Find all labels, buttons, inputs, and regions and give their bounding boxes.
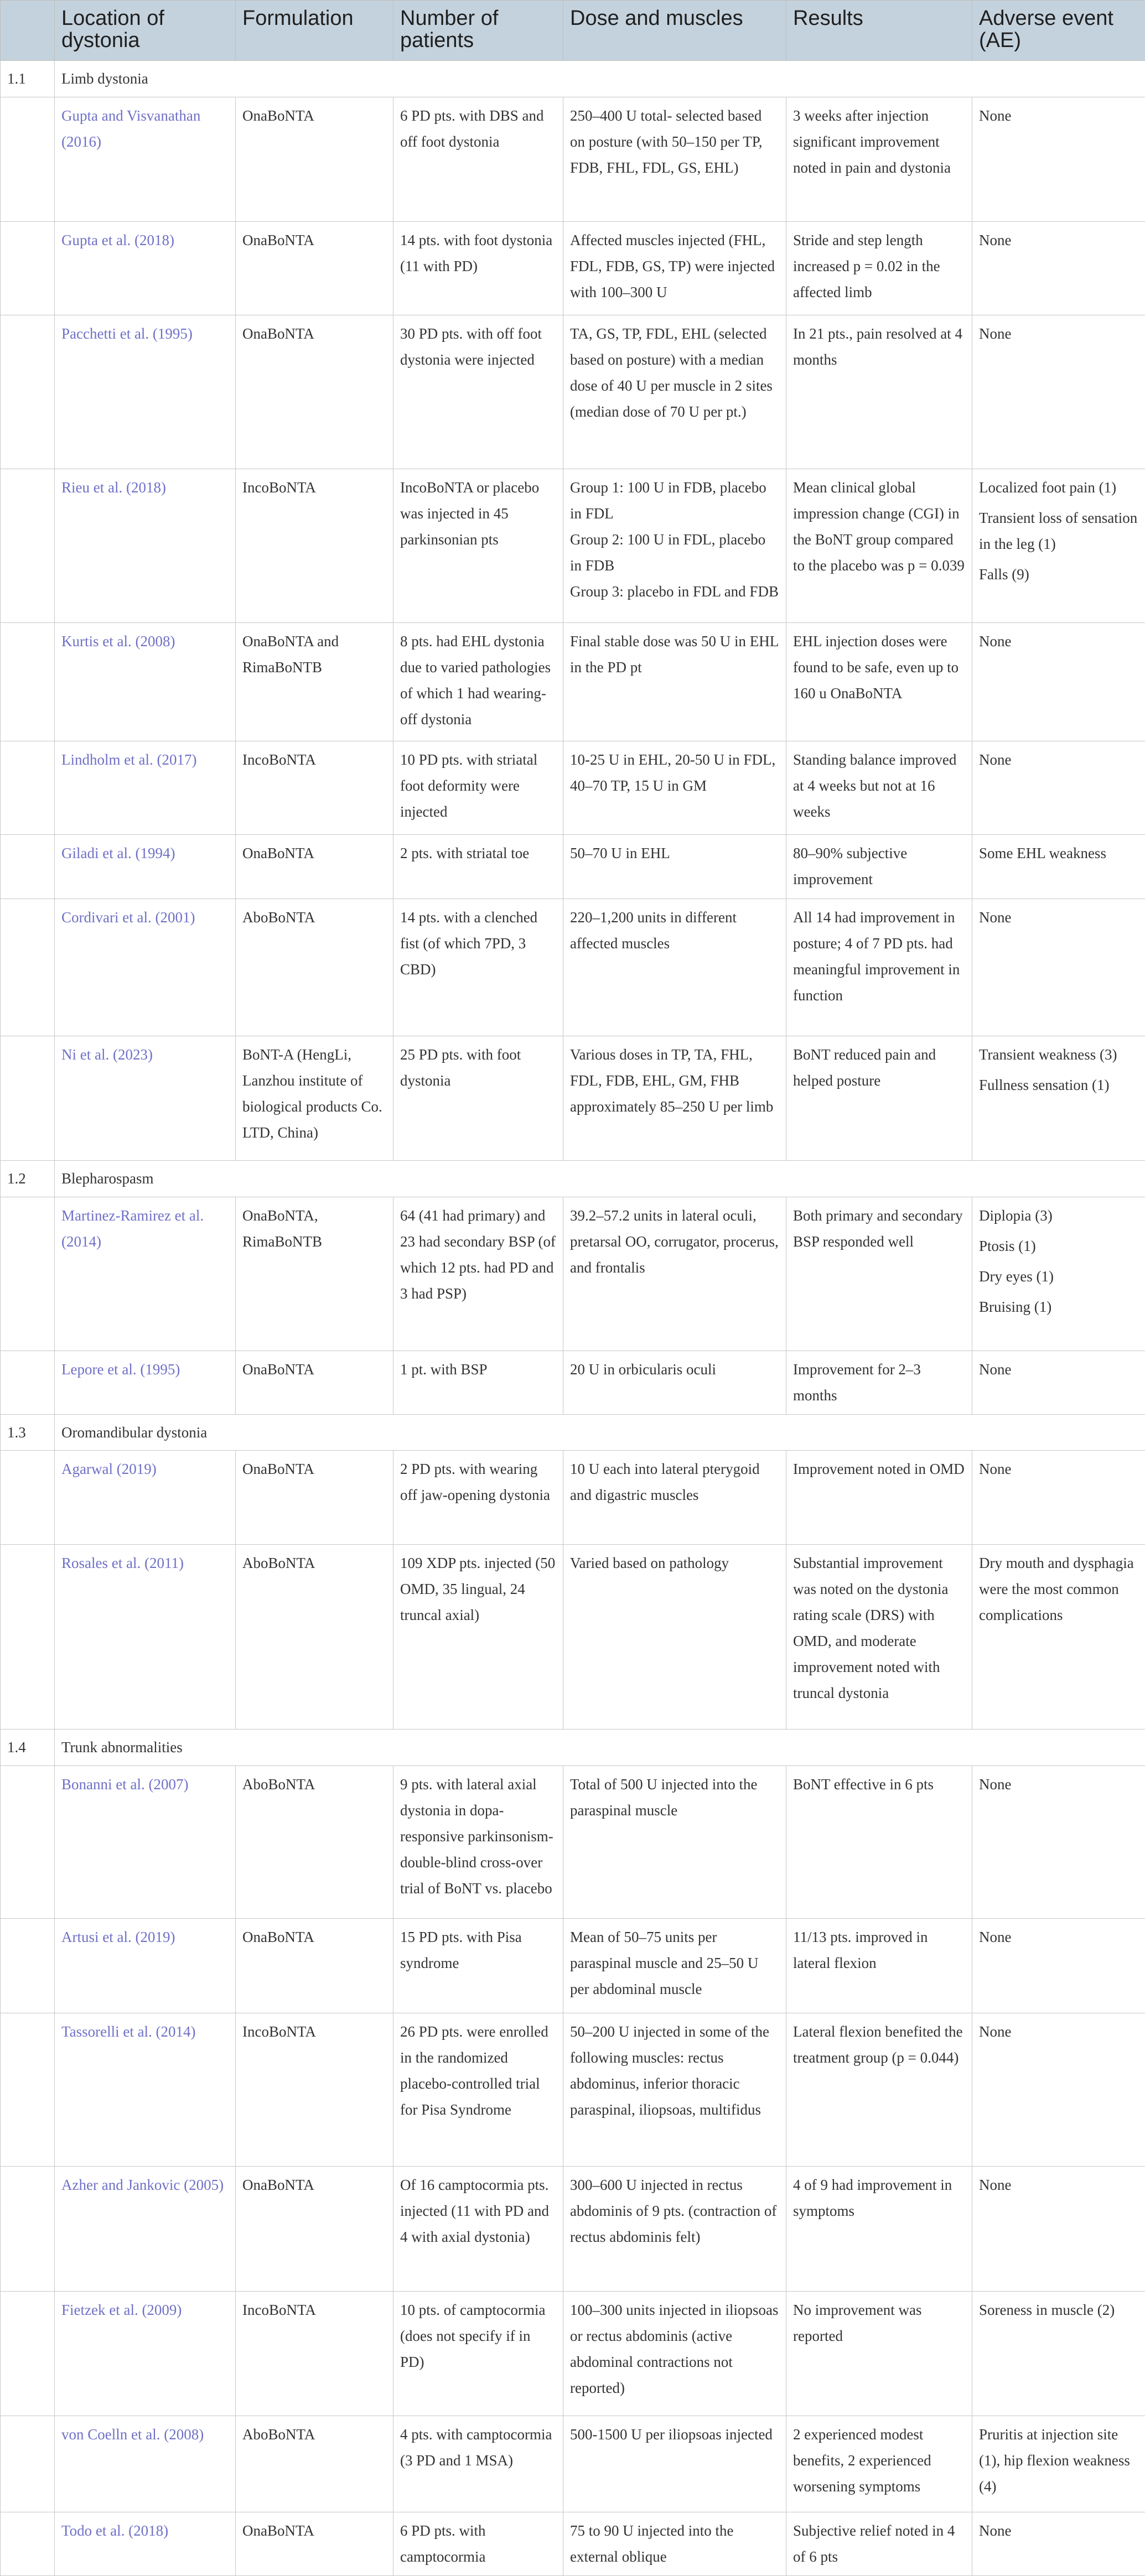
patients-cell: 26 PD pts. were enrolled in the randomized placebo-controlled trial for Pisa Syndrome [393, 2013, 563, 2167]
table-row [1, 2167, 1145, 2292]
patients-cell: 109 XDP pts. injected (50 OMD, 35 lingual, 24 truncal axial) [393, 1545, 563, 1730]
table-row [1, 221, 1145, 315]
formulation-cell: OnaBoNTA [236, 97, 393, 221]
formulation-cell: OnaBoNTA and RimaBoNTB [236, 622, 393, 741]
section-number: 1.2 [1, 1161, 55, 1197]
results-cell: Both primary and secondary BSP responded well [786, 1197, 972, 1351]
adverse-event-cell [972, 97, 1145, 221]
dose-cell: 500-1500 U per iliopsoas injected [563, 2416, 786, 2512]
study-link[interactable]: Kurtis et al. (2008) [55, 622, 236, 741]
empty-cell [1, 315, 55, 469]
patients-cell: 6 PD pts. with camptocormia [393, 2512, 563, 2575]
patients-cell: 10 PD pts. with striatal foot deformity were injected [393, 741, 563, 835]
table-row [1, 1351, 1145, 1414]
header-number [1, 1, 55, 61]
dose-line: Group 3: placebo in FDL and FDB [570, 583, 779, 600]
dose-cell: 220–1,200 units in different affected muscles [563, 899, 786, 1036]
study-link[interactable]: Rieu et al. (2018) [55, 469, 236, 622]
dose-cell: 20 U in orbicularis oculi [563, 1351, 786, 1414]
table-row [1, 1451, 1145, 1545]
formulation-cell: OnaBoNTA [236, 1918, 393, 2013]
adverse-event-cell [972, 1036, 1145, 1160]
empty-cell [1, 1197, 55, 1351]
header-formulation: Formulation [236, 1, 393, 61]
patients-cell: 8 pts. had EHL dystonia due to varied pathologies of which 1 had wearing-off dystonia [393, 622, 563, 741]
empty-cell [1, 97, 55, 221]
header-adverse-event: Adverse event (AE) [972, 1, 1145, 61]
dose-cell [563, 469, 786, 622]
adverse-event-cell-line: Some EHL weakness [979, 845, 1106, 862]
results-cell: 11/13 pts. improved in lateral flexion [786, 1918, 972, 2013]
formulation-cell: IncoBoNTA [236, 2013, 393, 2167]
study-link[interactable]: Tassorelli et al. (2014) [55, 2013, 236, 2167]
adverse-event-cell [972, 899, 1145, 1036]
results-cell: 4 of 9 had improvement in symptoms [786, 2167, 972, 2292]
section-title: Trunk abnormalities [55, 1730, 1145, 1766]
empty-cell [1, 622, 55, 741]
adverse-event-cell-line: Fullness sensation (1) [979, 1076, 1110, 1093]
dose-cell: 250–400 U total- selected based on posture (with 50–150 per TP, FDB, FHL, FDL, GS, EHL) [563, 97, 786, 221]
results-cell: All 14 had improvement in posture; 4 of 7 PD pts. had meaningful improvement in function [786, 899, 972, 1036]
adverse-event-cell [972, 2416, 1145, 2512]
results-cell: 2 experienced modest benefits, 2 experienced worsening symptoms [786, 2416, 972, 2512]
adverse-event-cell-line: None [979, 325, 1012, 342]
formulation-cell: BoNT-A (HengLi, Lanzhou institute of biological products Co. LTD, China) [236, 1036, 393, 1160]
patients-cell: 10 pts. of camptocormia (does not specify if in PD) [393, 2292, 563, 2416]
table-row [1, 1545, 1145, 1730]
formulation-cell: AboBoNTA [236, 1545, 393, 1730]
empty-cell [1, 2512, 55, 2575]
adverse-event-cell-line: None [979, 632, 1012, 650]
adverse-event-cell [972, 469, 1145, 622]
adverse-event-cell-line: Soreness in muscle (2) [979, 2302, 1115, 2319]
table-row [1, 2416, 1145, 2512]
adverse-event-cell-line: Transient weakness (3) [979, 1046, 1117, 1063]
patients-cell: 1 pt. with BSP [393, 1351, 563, 1414]
formulation-cell: OnaBoNTA, RimaBoNTB [236, 1197, 393, 1351]
adverse-event-cell [972, 2512, 1145, 2575]
patients-cell: 30 PD pts. with off foot dystonia were injected [393, 315, 563, 469]
adverse-event-cell [972, 1451, 1145, 1545]
results-cell: Improvement for 2–3 months [786, 1351, 972, 1414]
patients-cell: 25 PD pts. with foot dystonia [393, 1036, 563, 1160]
header-row [1, 1, 1145, 61]
dose-cell: 10 U each into lateral pterygoid and digastric muscles [563, 1451, 786, 1545]
study-link[interactable]: Fietzek et al. (2009) [55, 2292, 236, 2416]
adverse-event-cell-line: None [979, 2522, 1012, 2539]
study-link[interactable]: Martinez-Ramirez et al. (2014) [55, 1197, 236, 1351]
header-dose: Dose and muscles [563, 1, 786, 61]
empty-cell [1, 469, 55, 622]
adverse-event-cell-line: Localized foot pain (1) [979, 479, 1117, 496]
results-cell: Standing balance improved at 4 weeks but not at 16 weeks [786, 741, 972, 835]
study-link[interactable]: Cordivari et al. (2001) [55, 899, 236, 1036]
patients-cell: 14 pts. with foot dystonia (11 with PD) [393, 221, 563, 315]
study-link[interactable]: Lepore et al. (1995) [55, 1351, 236, 1414]
empty-cell [1, 1036, 55, 1160]
formulation-cell: IncoBoNTA [236, 741, 393, 835]
adverse-event-cell [972, 1918, 1145, 2013]
results-cell: 3 weeks after injection significant improvement noted in pain and dystonia [786, 97, 972, 221]
table-row [1, 469, 1145, 622]
dose-cell: 10-25 U in EHL, 20-50 U in FDL, 40–70 TP, 15 U in GM [563, 741, 786, 835]
section-title: Blepharospasm [55, 1161, 1145, 1197]
table-row [1, 1918, 1145, 2013]
results-cell: In 21 pts., pain resolved at 4 months [786, 315, 972, 469]
study-link[interactable]: Giladi et al. (1994) [55, 835, 236, 899]
table-row [1, 97, 1145, 221]
patients-cell: 64 (41 had primary) and 23 had secondary BSP (of which 12 pts. had PD and 3 had PSP) [393, 1197, 563, 1351]
empty-cell [1, 2416, 55, 2512]
adverse-event-cell-line: Bruising (1) [979, 1298, 1052, 1315]
results-cell: No improvement was reported [786, 2292, 972, 2416]
section-title: Limb dystonia [55, 61, 1145, 97]
results-cell: Improvement noted in OMD [786, 1451, 972, 1545]
table-row [1, 622, 1145, 741]
results-cell: BoNT reduced pain and helped posture [786, 1036, 972, 1160]
formulation-cell: OnaBoNTA [236, 221, 393, 315]
dose-cell: 75 to 90 U injected into the external oblique [563, 2512, 786, 2575]
adverse-event-cell [972, 741, 1145, 835]
formulation-cell: AboBoNTA [236, 899, 393, 1036]
section-row [1, 61, 1145, 97]
empty-cell [1, 221, 55, 315]
adverse-event-cell [972, 1545, 1145, 1730]
section-number: 1.4 [1, 1730, 55, 1766]
empty-cell [1, 2013, 55, 2167]
study-link[interactable]: Artusi et al. (2019) [55, 1918, 236, 2013]
adverse-event-cell-line: Falls (9) [979, 565, 1029, 583]
empty-cell [1, 1545, 55, 1730]
formulation-cell: OnaBoNTA [236, 2167, 393, 2292]
dose-cell: 39.2–57.2 units in lateral oculi, pretarsal OO, corrugator, procerus, and frontalis [563, 1197, 786, 1351]
section-row [1, 1161, 1145, 1197]
dose-cell: 300–600 U injected in rectus abdominis of 9 pts. (contraction of rectus abdominis felt) [563, 2167, 786, 2292]
adverse-event-cell [972, 1351, 1145, 1414]
results-cell: Stride and step length increased p = 0.02 in the affected limb [786, 221, 972, 315]
adverse-event-cell [972, 2167, 1145, 2292]
table-row [1, 2292, 1145, 2416]
adverse-event-cell-line: None [979, 107, 1012, 124]
empty-cell [1, 2167, 55, 2292]
results-cell: Mean clinical global impression change (CGI) in the BoNT group compared to the placebo was p = 0.039 [786, 469, 972, 622]
section-number: 1.3 [1, 1414, 55, 1451]
empty-cell [1, 1451, 55, 1545]
table-row [1, 1197, 1145, 1351]
patients-cell: 15 PD pts. with Pisa syndrome [393, 1918, 563, 2013]
formulation-cell: OnaBoNTA [236, 2512, 393, 2575]
table-row [1, 835, 1145, 899]
dose-cell: Varied based on pathology [563, 1545, 786, 1730]
adverse-event-cell [972, 622, 1145, 741]
formulation-cell: OnaBoNTA [236, 315, 393, 469]
patients-cell: 4 pts. with camptocormia (3 PD and 1 MSA) [393, 2416, 563, 2512]
adverse-event-cell-line: None [979, 1360, 1012, 1378]
results-cell: 80–90% subjective improvement [786, 835, 972, 899]
dose-line: Group 2: 100 U in FDL, placebo in FDB [570, 531, 766, 574]
empty-cell [1, 899, 55, 1036]
table-row [1, 1766, 1145, 1919]
adverse-event-cell-line: None [979, 2023, 1012, 2040]
adverse-event-cell-line: None [979, 1461, 1012, 1478]
section-row [1, 1414, 1145, 1451]
patients-cell: 14 pts. with a clenched fist (of which 7PD, 3 CBD) [393, 899, 563, 1036]
results-cell: Substantial improvement was noted on the dystonia rating scale (DRS) with OMD, and moderate improvement noted with truncal dystonia [786, 1545, 972, 1730]
empty-cell [1, 741, 55, 835]
patients-cell: 2 PD pts. with wearing off jaw-opening dystonia [393, 1451, 563, 1545]
formulation-cell: OnaBoNTA [236, 835, 393, 899]
table-row [1, 315, 1145, 469]
adverse-event-cell-line: Dry mouth and dysphagia were the most common complications [979, 1555, 1134, 1624]
adverse-event-cell-line: None [979, 2177, 1012, 2193]
study-link[interactable]: Rosales et al. (2011) [55, 1545, 236, 1730]
section-row [1, 1730, 1145, 1766]
dose-cell: 100–300 units injected in iliopsoas or rectus abdominis (active abdominal contractions not reported) [563, 2292, 786, 2416]
results-cell: BoNT effective in 6 pts [786, 1766, 972, 1919]
adverse-event-cell [972, 1766, 1145, 1919]
adverse-event-cell [972, 221, 1145, 315]
results-cell: Lateral flexion benefited the treatment group (p = 0.044) [786, 2013, 972, 2167]
study-link[interactable]: Azher and Jankovic (2005) [55, 2167, 236, 2292]
table-row [1, 741, 1145, 835]
study-link[interactable]: Agarwal (2019) [55, 1451, 236, 1545]
empty-cell [1, 2292, 55, 2416]
formulation-cell: AboBoNTA [236, 2416, 393, 2512]
study-link[interactable]: Gupta and Visvanathan (2016) [55, 97, 236, 221]
patients-cell: 2 pts. with striatal toe [393, 835, 563, 899]
table-row [1, 2013, 1145, 2167]
dose-cell: 50–70 U in EHL [563, 835, 786, 899]
dose-cell: 50–200 U injected in some of the following muscles: rectus abdominus, inferior thoracic paraspinal, iliopsoas, multifidus [563, 2013, 786, 2167]
dose-cell: Total of 500 U injected into the paraspinal muscle [563, 1766, 786, 1919]
empty-cell [1, 1351, 55, 1414]
study-link[interactable]: Todo et al. (2018) [55, 2512, 236, 2575]
header-patients: Number of patients [393, 1, 563, 61]
adverse-event-cell-line: None [979, 1928, 1012, 1945]
patients-cell: 9 pts. with lateral axial dystonia in dopa-responsive parkinsonism- double-blind cross-over trial of BoNT vs. placebo [393, 1766, 563, 1919]
adverse-event-cell-line: Transient loss of sensation in the leg (1) [979, 509, 1138, 552]
adverse-event-cell [972, 835, 1145, 899]
study-link[interactable]: Pacchetti et al. (1995) [55, 315, 236, 469]
table-row [1, 899, 1145, 1036]
patients-cell: 6 PD pts. with DBS and off foot dystonia [393, 97, 563, 221]
formulation-cell: OnaBoNTA [236, 1451, 393, 1545]
adverse-event-cell-line: Dry eyes (1) [979, 1268, 1054, 1285]
results-cell: EHL injection doses were found to be safe, even up to 160 u OnaBoNTA [786, 622, 972, 741]
formulation-cell: AboBoNTA [236, 1766, 393, 1919]
results-cell: Subjective relief noted in 4 of 6 pts [786, 2512, 972, 2575]
patients-cell: IncoBoNTA or placebo was injected in 45 parkinsonian pts [393, 469, 563, 622]
dose-cell: Final stable dose was 50 U in EHL in the PD pt [563, 622, 786, 741]
formulation-cell: IncoBoNTA [236, 469, 393, 622]
adverse-event-cell-line: None [979, 908, 1012, 926]
adverse-event-cell-line: None [979, 1776, 1012, 1793]
study-link[interactable]: Ni et al. (2023) [55, 1036, 236, 1160]
study-link[interactable]: von Coelln et al. (2008) [55, 2416, 236, 2512]
adverse-event-cell [972, 2013, 1145, 2167]
study-link[interactable]: Bonanni et al. (2007) [55, 1766, 236, 1919]
dose-cell: Mean of 50–75 units per paraspinal muscle and 25–50 U per abdominal muscle [563, 1918, 786, 2013]
empty-cell [1, 835, 55, 899]
formulation-cell: IncoBoNTA [236, 2292, 393, 2416]
adverse-event-cell [972, 2292, 1145, 2416]
empty-cell [1, 1918, 55, 2013]
adverse-event-cell-line: Ptosis (1) [979, 1237, 1036, 1254]
dose-cell: TA, GS, TP, FDL, EHL (selected based on posture) with a median dose of 40 U per muscle in 2 sites (median dose of 70 U per pt.) [563, 315, 786, 469]
study-link[interactable]: Lindholm et al. (2017) [55, 741, 236, 835]
header-results: Results [786, 1, 972, 61]
adverse-event-cell-line: Pruritis at injection site (1), hip flexion weakness (4) [979, 2426, 1130, 2495]
adverse-event-cell-line: None [979, 751, 1012, 768]
section-number: 1.1 [1, 61, 55, 97]
patients-cell: Of 16 camptocormia pts. injected (11 with PD and 4 with axial dystonia) [393, 2167, 563, 2292]
table-body [1, 61, 1145, 2576]
formulation-cell: OnaBoNTA [236, 1351, 393, 1414]
adverse-event-cell [972, 315, 1145, 469]
table-row [1, 1036, 1145, 1160]
empty-cell [1, 1766, 55, 1919]
dose-line: Group 1: 100 U in FDB, placebo in FDL [570, 479, 766, 522]
header-location: Location of dystonia [55, 1, 236, 61]
adverse-event-cell-line: None [979, 231, 1012, 248]
dose-cell: Affected muscles injected (FHL, FDL, FDB, GS, TP) were injected with 100–300 U [563, 221, 786, 315]
adverse-event-cell [972, 1197, 1145, 1351]
table-row [1, 2512, 1145, 2575]
study-link[interactable]: Gupta et al. (2018) [55, 221, 236, 315]
dose-cell: Various doses in TP, TA, FHL, FDL, FDB, EHL, GM, FHB approximately 85–250 U per limb [563, 1036, 786, 1160]
adverse-event-cell-line: Diplopia (3) [979, 1207, 1053, 1224]
section-title: Oromandibular dystonia [55, 1414, 1145, 1451]
